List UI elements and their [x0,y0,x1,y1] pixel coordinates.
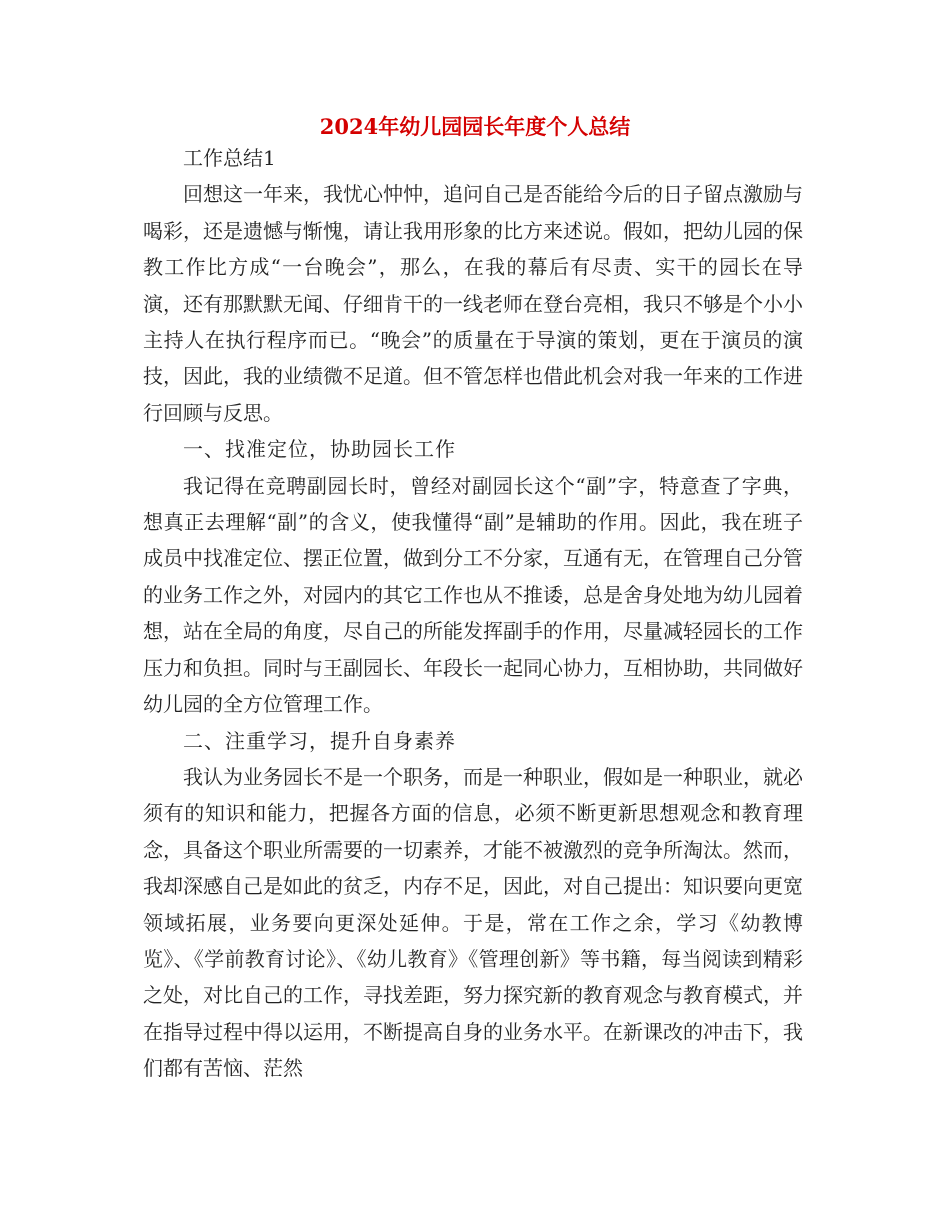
body-paragraph-intro: 回想这一年来，我忧心忡忡，追问自己是否能给今后的日子留点激励与喝彩，还是遗憾与惭愧，请让我用形象的比方来述说。假如，把幼儿园的保教工作比方成“一台晚会”，那么，在我的幕后有尽责、实干的园长在导演，还有那默默无闻、仔细肯干的一线老师在登台亮相，我只不够是个小小主持人在执行程序而已。“晚会”的质量在于导演的策划，更在于演员的演技，因此，我的业绩微不足道。但不管怎样也借此机会对我一年来的工作进行回顾与反思。 [143,182,803,425]
document-body [143,140,803,1087]
body-paragraph-1: 我记得在竞聘副园长时，曾经对副园长这个“副”字，特意查了字典，想真正去理解“副”的含义，使我懂得“副”是辅助的作用。因此，我在班子成员中找准定位、摆正位置，做到分工不分家，互通有无，在管理自己分管的业务工作之外，对园内的其它工作也从不推诿，总是舍身处地为幼儿园着想，站在全局的角度，尽自己的所能发挥副手的作用，尽量减轻园长的工作压力和负担。同时与王副园长、年段长一起同心协力，互相协助，共同做好幼儿园的全方位管理工作。 [143,473,803,717]
section-heading-1: 一、找准定位，协助园长工作 [183,437,456,462]
document-title: 2024年幼儿园园长年度个人总结 [319,114,631,139]
section-label: 工作总结1 [183,146,276,170]
body-paragraph-2: 我认为业务园长不是一个职务，而是一种职业，假如是一种职业，就必须有的知识和能力，把握各方面的信息，必须不断更新思想观念和教育理念，具备这个职业所需要的一切素养，才能不被激烈的竞争所淘汰。然而，我却深感自己是如此的贫乏，内存不足，因此，对自己提出：知识要向更宽领域拓展，业务要向更深处延伸。于是，常在工作之余，学习《幼教博览》、《学前教育讨论》、《幼儿教育》《管理创新》等书籍，每当阅读到精彩之处，对比自己的工作，寻找差距，努力探究新的教育观念与教育模式，并在指导过程中得以运用，不断提高自身的业务水平。在新课改的冲击下，我们都有苦恼、茫然 [143,764,803,1081]
section-heading-2: 二、注重学习，提升自身素养 [183,728,456,753]
